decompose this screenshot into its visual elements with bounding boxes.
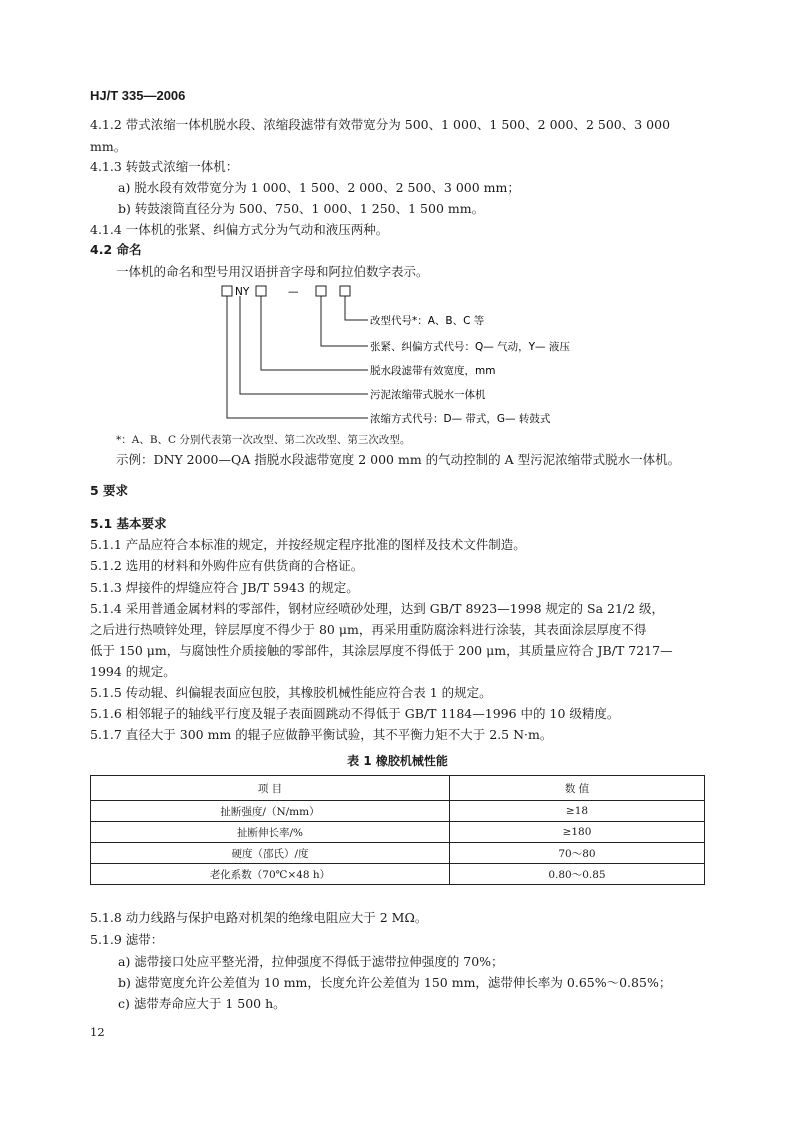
clause-5-1-9-c: c) 滤带寿命应大于 1 500 h。	[118, 996, 286, 1011]
clause-5-1-4-line2: 之后进行热喷锌处理，锌层厚度不得少于 80 μm，再采用重防腐涂料进行涂装，其表面涂层厚度不得	[90, 622, 647, 637]
header-value: 数 值	[450, 776, 705, 801]
table-row	[91, 801, 705, 822]
cell-item: 硬度（邵氏）/度	[91, 843, 450, 864]
table-row	[91, 822, 705, 843]
section-4-2-heading: 4.2 命名	[90, 242, 142, 257]
clause-5-1-4-line4: 1994 的规定。	[90, 664, 176, 679]
cell-value: 70～80	[450, 843, 705, 864]
leader-concentration	[227, 296, 368, 418]
standard-code-header: HJ/T 335—2006	[90, 88, 186, 103]
clause-5-1-4-line3: 低于 150 μm，与腐蚀性介质接触的零部件，其涂层厚度不得低于 200 μm，其质量应符合 JB/T 7217—	[90, 643, 673, 658]
rubber-properties-table	[90, 775, 705, 885]
clause-4-1-3: 4.1.3 转鼓式浓缩一体机：	[90, 159, 239, 174]
footnote: *：A、B、C 分别代表第一次改型、第二次改型、第三次改型。	[116, 434, 411, 446]
label-width: 脱水段滤带有效宽度，mm	[370, 365, 496, 377]
box-width	[256, 286, 266, 296]
leader-width	[261, 296, 368, 370]
clause-5-1-7: 5.1.7 直径大于 300 mm 的辊子应做静平衡试验，其不平衡力矩不大于 2.5 N·m。	[90, 727, 553, 742]
cell-item: 扯断伸长率/%	[91, 822, 450, 843]
clause-5-1-5: 5.1.5 传动辊、纠偏辊表面应包胶，其橡胶机械性能应符合表 1 的规定。	[90, 685, 492, 700]
clause-5-1-9: 5.1.9 滤带：	[90, 932, 164, 947]
cell-item: 老化系数（70℃×48 h）	[91, 864, 450, 885]
leader-revision	[345, 296, 368, 320]
clause-5-1-6: 5.1.6 相邻辊子的轴线平行度及辊子表面圆跳动不得低于 GB/T 1184—1996 中的 10 级精度。	[90, 706, 620, 721]
box-tension-mode	[316, 286, 326, 296]
section-5-heading: 5 要求	[90, 483, 129, 498]
table-header-row	[91, 776, 705, 801]
table-1-title: 表 1 橡胶机械性能	[347, 754, 448, 768]
cell-value: 0.80～0.85	[450, 864, 705, 885]
clause-5-1-9-b: b) 滤带宽度允许公差值为 10 mm，长度允许公差值为 150 mm，滤带伸长率为 0.65%～0.85%；	[118, 975, 672, 990]
table-row	[91, 864, 705, 885]
clause-5-1-8: 5.1.8 动力线路与保护电路对机架的绝缘电阻应大于 2 MΩ。	[90, 910, 428, 925]
cell-value: ≥180	[450, 822, 705, 843]
clause-4-1-4: 4.1.4 一体机的张紧、纠偏方式分为气动和液压两种。	[90, 222, 389, 237]
clause-4-1-3-b: b) 转鼓滚筒直径分为 500、750、1 000、1 250、1 500 mm。	[118, 201, 485, 216]
naming-paragraph: 一体机的命名和型号用汉语拼音字母和阿拉伯数字表示。	[116, 264, 429, 279]
label-tension: 张紧、纠偏方式代号：Q— 气动，Y— 液压	[370, 341, 570, 353]
leader-ny	[240, 296, 368, 394]
label-revision: 改型代号*：A、B、C 等	[370, 315, 485, 327]
clause-5-1-1: 5.1.1 产品应符合本标准的规定，并按经规定程序批准的图样及技术文件制造。	[90, 537, 526, 552]
cell-value: ≥18	[450, 801, 705, 822]
clause-5-1-9-a: a) 滤带接口处应平整光滑，拉伸强度不得低于滤带拉伸强度的 70%；	[118, 954, 504, 969]
clause-5-1-4-line1: 5.1.4 采用普通金属材料的零部件，钢材应经喷砂处理，达到 GB/T 8923—1998 规定的 Sa 21/2 级，	[90, 601, 665, 616]
clause-5-1-3: 5.1.3 焊接件的焊缝应符合 JB/T 5943 的规定。	[90, 580, 359, 595]
box-revision	[340, 286, 350, 296]
clause-4-1-2-line2: mm。	[90, 139, 127, 154]
clause-4-1-3-a: a) 脱水段有效带宽分为 1 000、1 500、2 000、2 500、3 000 mm；	[118, 180, 520, 195]
label-concentration: 浓缩方式代号：D— 带式，G— 转鼓式	[370, 413, 551, 425]
example: 示例：DNY 2000—QA 指脱水段滤带宽度 2 000 mm 的气动控制的 A 型污泥浓缩带式脱水一体机。	[116, 452, 681, 467]
box-concentration-mode	[222, 286, 232, 296]
code-dash-text: —	[288, 286, 299, 298]
clause-4-1-2-line1: 4.1.2 带式浓缩一体机脱水段、浓缩段滤带有效带宽分为 500、1 000、1 500、2 000、2 500、3 000	[90, 117, 671, 132]
section-5-1-heading: 5.1 基本要求	[90, 516, 167, 531]
model-naming-diagram	[210, 282, 630, 432]
header-item: 项 目	[91, 776, 450, 801]
clause-5-1-2: 5.1.2 选用的材料和外购件应有供货商的合格证。	[90, 558, 364, 573]
cell-item: 扯断强度/（N/mm）	[91, 801, 450, 822]
label-ny: 污泥浓缩带式脱水一体机	[370, 389, 486, 401]
code-ny-text: NY	[235, 286, 250, 298]
page-number: 12	[90, 1025, 105, 1039]
table-row	[91, 843, 705, 864]
